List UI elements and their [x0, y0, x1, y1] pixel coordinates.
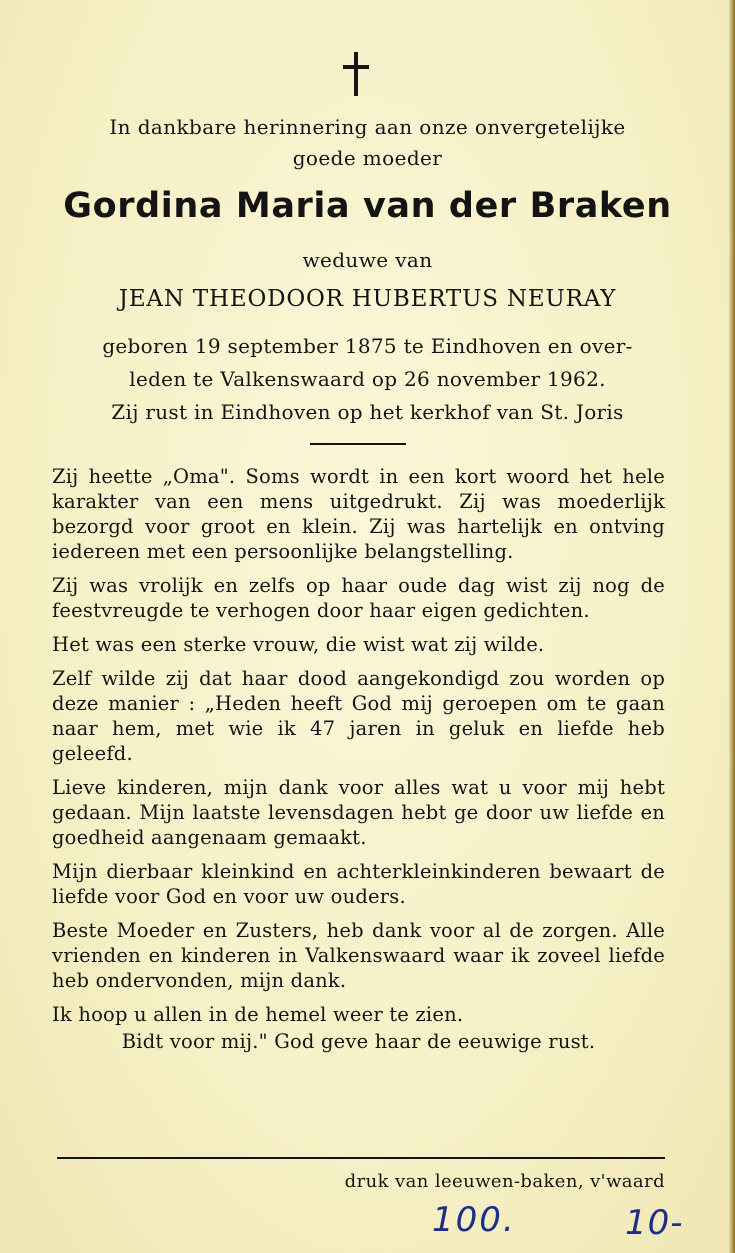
widow-of-label: weduwe van	[302, 248, 433, 272]
divider-long	[57, 1157, 665, 1159]
life-dates	[40, 330, 695, 429]
birth-line-1: geboren 19 september 1875 te Eindhoven en over-	[102, 334, 633, 358]
intro-line-1: In dankbare herinnering aan onze onvergetelijke	[109, 115, 626, 139]
intro-line-2: goede moeder	[292, 146, 443, 170]
paragraph: Zelf wilde zij dat haar dood aangekondigd zou worden op deze manier : „Heden heeft God mij geroepen om te gaan naar hem, met wie ik 47 jaren in geluk en liefde heb geleefd.	[52, 667, 665, 765]
cross-icon	[341, 52, 371, 96]
burial-line: Zij rust in Eindhoven op het kerkhof van St. Joris	[111, 400, 624, 424]
paragraph: Lieve kinderen, mijn dank voor alles wat u voor mij hebt gedaan. Mijn laatste levensdagen hebt ge door uw liefde en goedheid aangenaam gemaakt.	[52, 776, 665, 849]
paragraph: Zij was vrolijk en zelfs op haar oude dag wist zij nog de feestvreugde te verhogen door haar eigen gedichten.	[52, 574, 665, 622]
husband-name: JEAN THEODOOR HUBERTUS NEURAY	[118, 286, 617, 312]
card-edge	[729, 0, 735, 1253]
paragraph: Ik hoop u allen in de hemel weer te zien.	[52, 1003, 464, 1026]
memorial-text	[52, 464, 665, 1054]
paragraph: Het was een sterke vrouw, die wist wat zij wilde.	[52, 633, 545, 656]
paragraph: Mijn dierbaar kleinkind en achterkleinkinderen bewaart de liefde voor God en voor uw ouders.	[52, 860, 665, 908]
printer-credit: druk van leeuwen-baken, v'waard	[344, 1171, 665, 1192]
birth-line-2: leden te Valkenswaard op 26 november 1962.	[129, 367, 606, 391]
paragraph: Beste Moeder en Zusters, heb dank voor al de zorgen. Alle vrienden en kinderen in Valkenswaard waar ik zoveel liefde heb ondervonden, mijn dank.	[52, 919, 665, 992]
intro-text	[40, 112, 695, 174]
paragraph: Zij heette „Oma". Soms wordt in een kort woord het hele karakter van een mens uitgedrukt. Zij was moederlijk bezorgd voor groot en klein. Zij was hartelijk en ontving iedereen met een persoonlijke belangstelling.	[52, 465, 665, 563]
closing-prayer: Bidt voor mij." God geve haar de eeuwige rust.	[121, 1030, 596, 1053]
divider-short	[310, 443, 406, 445]
handwritten-number-right: 10-	[625, 1203, 684, 1243]
handwritten-number-left: 100.	[432, 1200, 516, 1240]
deceased-name: Gordina Maria van der Braken	[63, 186, 672, 226]
